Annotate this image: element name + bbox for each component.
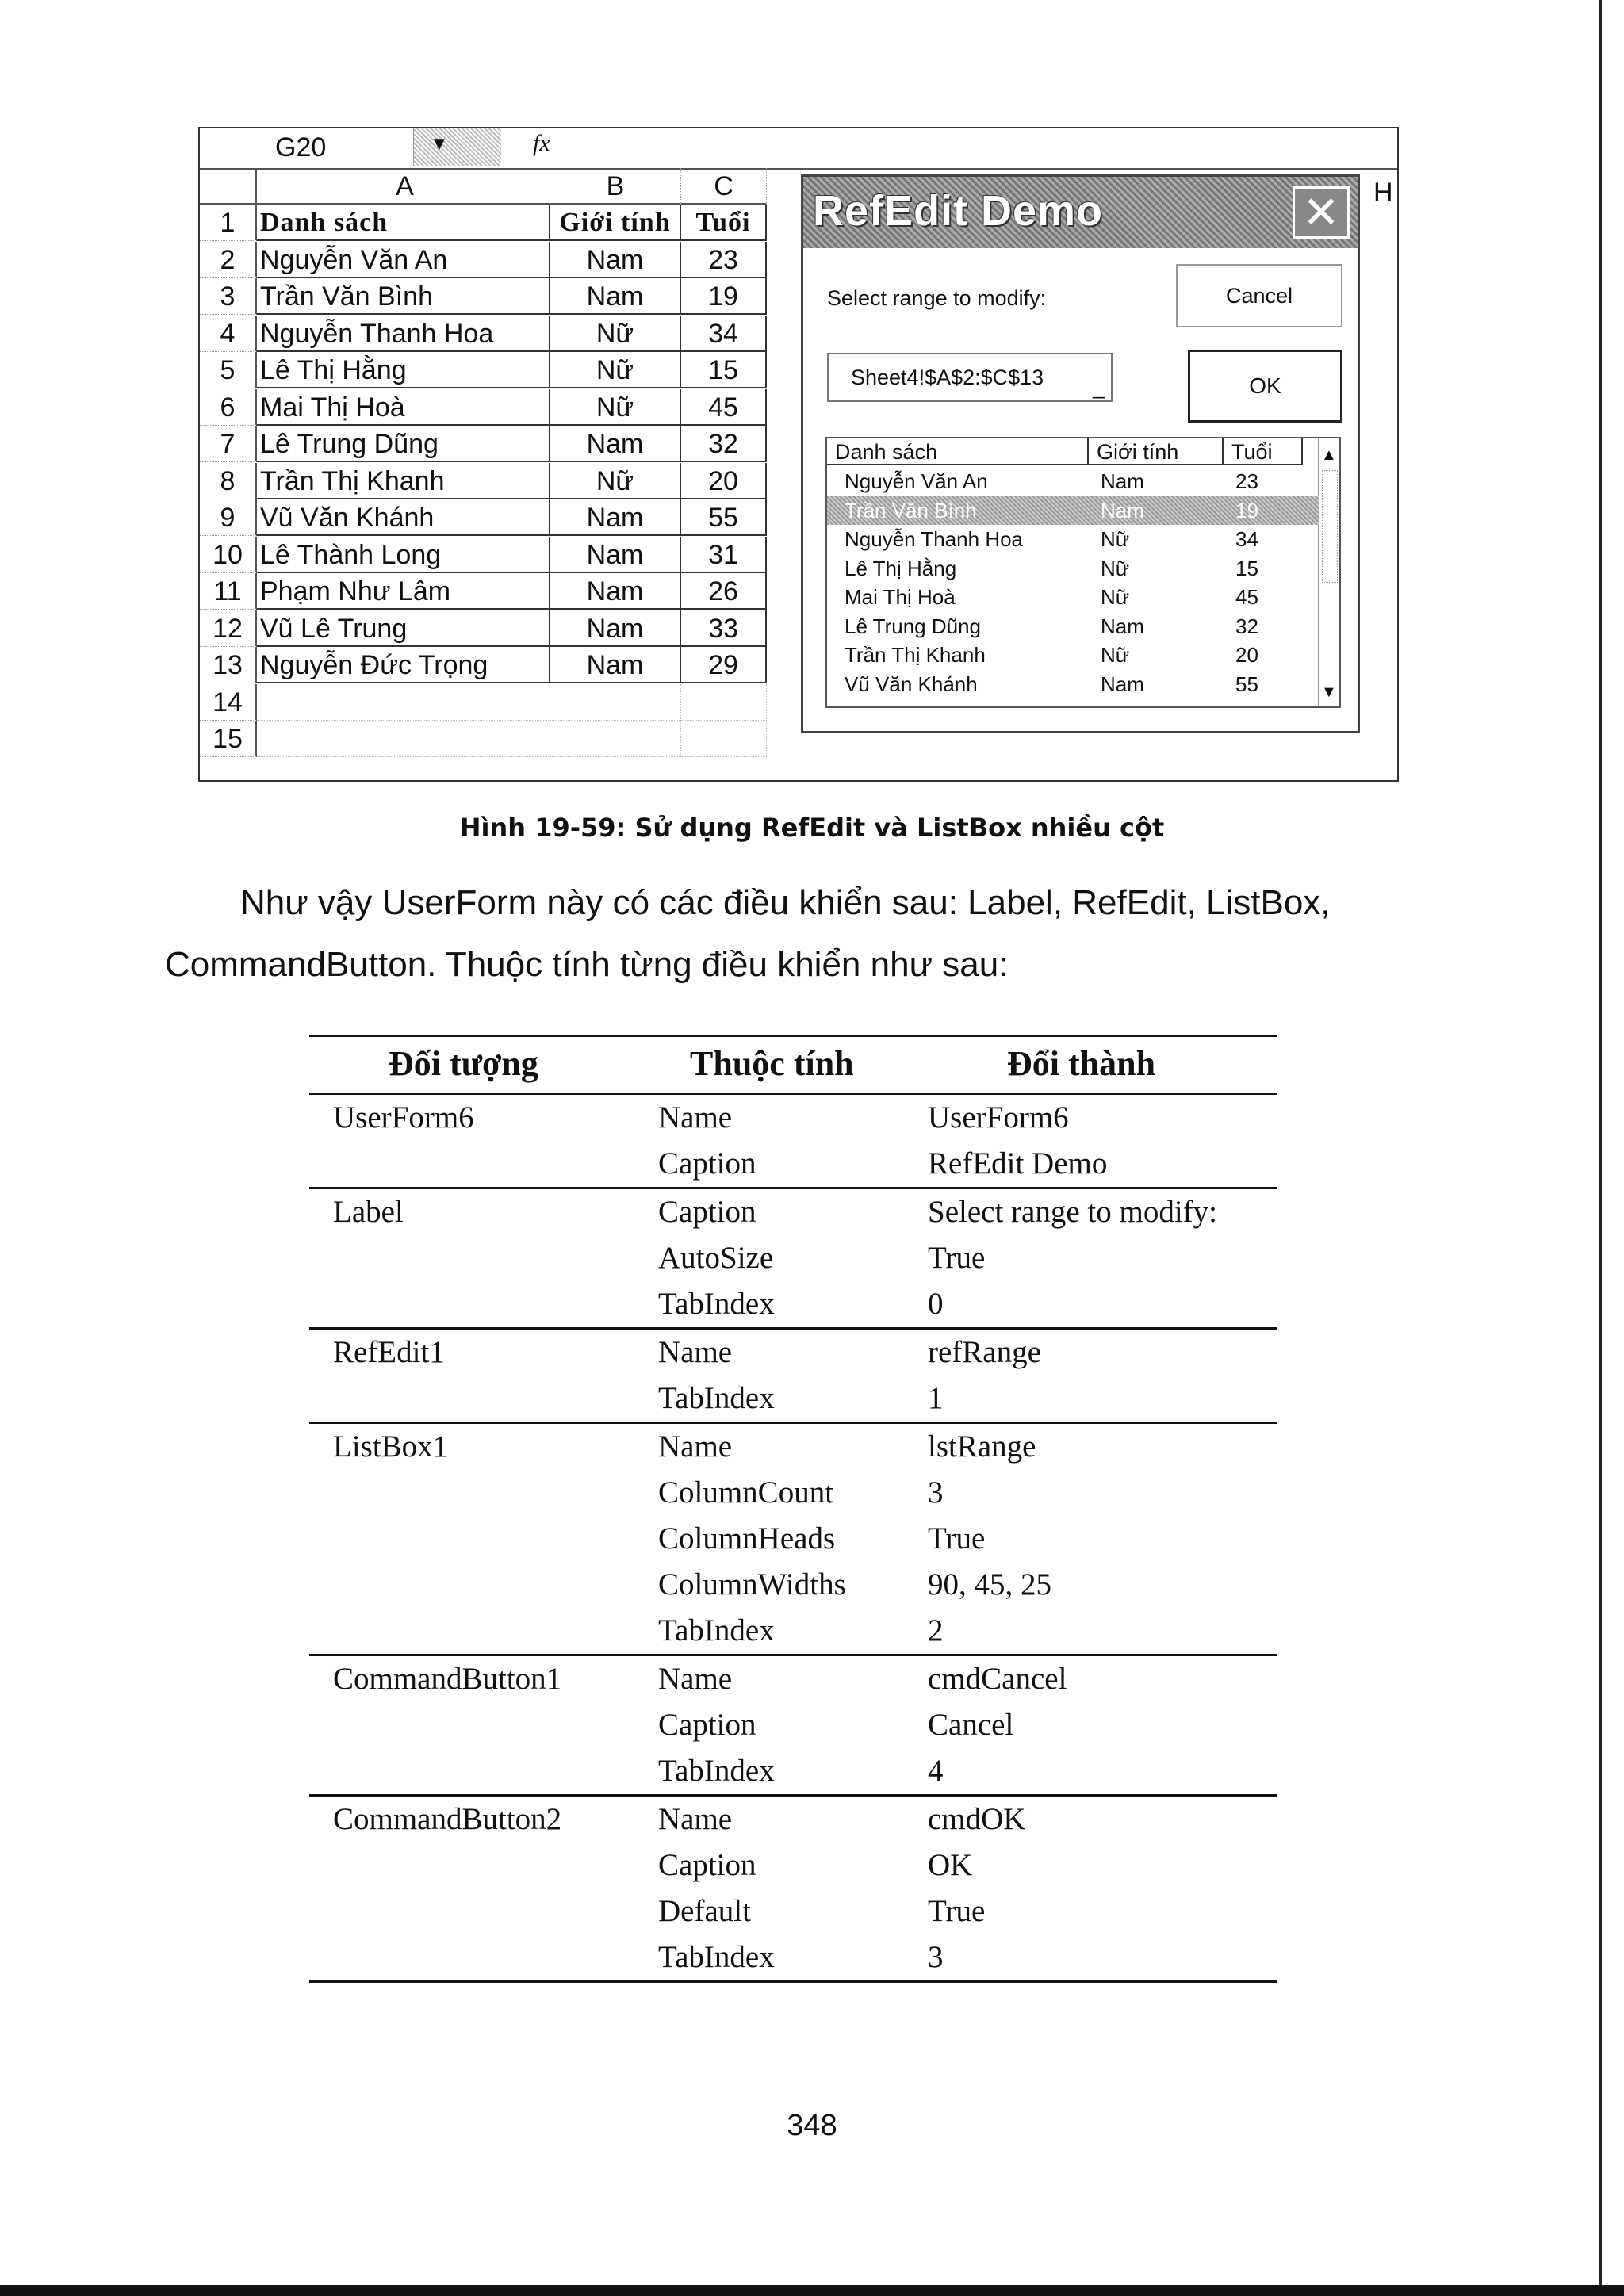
property-name: Name — [658, 1662, 733, 1696]
cell-a[interactable]: Trần Thị Khanh — [257, 463, 550, 499]
cell-b[interactable] — [550, 684, 681, 721]
cell-a[interactable]: Lê Thành Long — [257, 537, 550, 573]
property-name: Name — [658, 1802, 733, 1836]
scroll-down-icon[interactable]: ▼ — [1321, 683, 1337, 701]
dialog-titlebar[interactable] — [803, 177, 1358, 248]
name-box[interactable]: G20 — [200, 128, 414, 166]
listbox-item-age: 23 — [1235, 469, 1258, 493]
property-value: 0 — [928, 1287, 944, 1321]
listbox-item-age: 45 — [1235, 585, 1258, 609]
scroll-up-icon[interactable]: ▲ — [1321, 446, 1337, 464]
property-value: True — [928, 1241, 986, 1275]
cell-c[interactable]: 33 — [681, 610, 767, 647]
listbox-item[interactable] — [827, 496, 1319, 525]
cell-a[interactable]: Trần Văn Bình — [257, 278, 550, 315]
cell-b[interactable]: Nam — [550, 278, 681, 315]
listbox-item-gender: Nữ — [1101, 643, 1130, 667]
row-number[interactable]: 12 — [200, 610, 257, 647]
figure-caption: Hình 19-59: Sử dụng RefEdit và ListBox nhiều cột — [459, 813, 1165, 843]
excel-screenshot — [198, 127, 1399, 782]
cell-c[interactable]: 15 — [681, 352, 767, 388]
column-header-h[interactable]: H — [1373, 178, 1393, 208]
refedit-value: Sheet4!$A$2:$C$13 — [851, 365, 1044, 389]
listbox-item-gender: Nam — [1101, 498, 1144, 522]
row-number[interactable]: 6 — [200, 389, 257, 426]
listbox-item-age: 34 — [1235, 527, 1258, 551]
object-name: CommandButton2 — [333, 1802, 562, 1836]
header-new-value: Đổi thành — [1007, 1044, 1156, 1083]
cell-a[interactable]: Nguyễn Đức Trọng — [257, 647, 550, 683]
properties-table — [309, 1035, 1277, 1983]
property-value: 3 — [928, 1475, 944, 1510]
property-name: TabIndex — [658, 1287, 775, 1321]
table-row — [309, 1888, 1277, 1934]
cell-c[interactable]: 19 — [681, 278, 767, 315]
table-row — [309, 1095, 1277, 1141]
cell-c[interactable]: 55 — [681, 499, 767, 536]
listbox-item[interactable] — [827, 467, 1319, 496]
cell-c[interactable] — [681, 684, 767, 721]
table-row — [309, 1376, 1277, 1422]
header-object: Đối tượng — [389, 1044, 538, 1083]
property-name: TabIndex — [658, 1940, 775, 1974]
table-row — [309, 1562, 1277, 1608]
table-row — [309, 1281, 1277, 1327]
property-name: Name — [658, 1335, 733, 1369]
dialog-title: RefEdit Demo — [813, 187, 1104, 235]
listbox-item-age: 55 — [1235, 672, 1258, 696]
row-number[interactable]: 9 — [200, 499, 257, 536]
table-group — [309, 1189, 1277, 1330]
body-paragraph — [165, 872, 1450, 996]
cell-a[interactable]: Nguyễn Thanh Hoa — [257, 316, 550, 352]
property-value: 3 — [928, 1940, 944, 1974]
property-value: cmdCancel — [928, 1662, 1067, 1696]
cell-b[interactable]: Nam — [550, 610, 681, 647]
cell-b[interactable]: Nam — [550, 647, 681, 683]
listbox-head-name: Danh sách — [827, 438, 1089, 465]
listbox-item-name: Trần Văn Bình — [845, 498, 977, 522]
refedit-dialog — [801, 174, 1360, 733]
listbox-item-age: 32 — [1235, 614, 1258, 638]
page-number: 348 — [787, 2109, 837, 2142]
table-group — [309, 1095, 1277, 1189]
listbox-item-gender: Nữ — [1101, 527, 1130, 551]
cell-b[interactable]: Nữ — [550, 316, 681, 352]
property-name: Caption — [658, 1848, 756, 1882]
listbox-item-gender: Nữ — [1101, 556, 1130, 580]
row-number[interactable]: 14 — [200, 684, 257, 721]
table-row — [309, 1330, 1277, 1376]
cell-c[interactable] — [681, 721, 767, 757]
listbox-scrollbar[interactable] — [1318, 438, 1339, 708]
select-all-corner[interactable] — [200, 168, 257, 205]
cell-c[interactable]: 26 — [681, 573, 767, 610]
property-value: cmdOK — [928, 1802, 1026, 1836]
cell-a[interactable]: Vũ Văn Khánh — [257, 499, 550, 536]
ok-button[interactable]: OK — [1188, 350, 1342, 423]
property-name: Name — [658, 1429, 733, 1464]
listbox-item-name: Lê Thị Hằng — [845, 556, 957, 580]
table-row — [309, 1656, 1277, 1702]
cell-b[interactable]: Nữ — [550, 352, 681, 388]
row-number[interactable]: 8 — [200, 463, 257, 499]
property-value: 4 — [928, 1754, 944, 1788]
cell-a[interactable]: Mai Thị Hoà — [257, 389, 550, 426]
cell-a[interactable]: Phạm Như Lâm — [257, 573, 550, 610]
cancel-button[interactable]: Cancel — [1176, 264, 1342, 327]
table-group — [309, 1656, 1277, 1797]
cell-a[interactable]: Nguyễn Văn An — [257, 242, 550, 278]
header-property: Thuộc tính — [690, 1044, 854, 1083]
table-row — [309, 1934, 1277, 1980]
listbox-head-age: Tuổi — [1224, 438, 1303, 465]
property-value: OK — [928, 1848, 973, 1882]
listbox-item-name: Vũ Văn Khánh — [845, 672, 978, 696]
table-row — [309, 1235, 1277, 1281]
cell-a[interactable]: Lê Trung Dũng — [257, 426, 550, 462]
table-group — [309, 1424, 1277, 1656]
cell-c[interactable]: Tuổi — [681, 205, 767, 241]
select-range-label: Select range to modify: — [827, 286, 1047, 310]
table-row — [309, 1843, 1277, 1888]
cell-c[interactable]: 31 — [681, 537, 767, 573]
property-name: Caption — [658, 1195, 756, 1229]
property-value: True — [928, 1894, 986, 1928]
listbox-item-gender: Nữ — [1101, 585, 1130, 609]
cell-a[interactable] — [257, 721, 550, 757]
cell-c[interactable]: 32 — [681, 426, 767, 462]
cell-b[interactable]: Nữ — [550, 389, 681, 426]
paragraph-text: Như vậy UserForm này có các điều khiển sau: Label, RefEdit, ListBox, CommandButton. Thuộc tính từng điều khiển như sau: — [165, 883, 1331, 984]
column-header-a[interactable]: A — [257, 168, 550, 205]
table-row — [309, 1702, 1277, 1748]
column-header-b[interactable]: B — [550, 168, 681, 205]
row-number[interactable]: 15 — [200, 721, 257, 757]
cell-a[interactable] — [257, 684, 550, 721]
property-value: RefEdit Demo — [928, 1146, 1108, 1181]
fx-icon[interactable]: fx — [533, 130, 550, 156]
cell-a[interactable]: Vũ Lê Trung — [257, 610, 550, 647]
row-number[interactable]: 10 — [200, 537, 257, 573]
listbox-item[interactable] — [827, 670, 1319, 698]
property-name: Caption — [658, 1146, 756, 1181]
cell-c[interactable]: 29 — [681, 647, 767, 683]
listbox-item-gender: Nam — [1101, 614, 1144, 638]
cell-c[interactable]: 23 — [681, 242, 767, 278]
row-number[interactable]: 11 — [200, 573, 257, 610]
scroll-thumb[interactable] — [1322, 470, 1338, 583]
object-name: CommandButton1 — [333, 1662, 562, 1696]
property-value: lstRange — [928, 1429, 1036, 1464]
listbox-item[interactable] — [827, 583, 1319, 611]
property-value: 2 — [928, 1613, 944, 1647]
table-row — [309, 1608, 1277, 1654]
property-value: Select range to modify: — [928, 1195, 1217, 1229]
cell-b[interactable]: Nữ — [550, 463, 681, 499]
listbox-item-age: 20 — [1235, 643, 1258, 667]
table-row — [309, 1797, 1277, 1843]
table-row — [309, 1748, 1277, 1794]
cell-a[interactable]: Danh sách — [257, 205, 550, 241]
cell-b[interactable]: Nam — [550, 426, 681, 462]
cell-b[interactable]: Nam — [550, 242, 681, 278]
property-name: TabIndex — [658, 1754, 775, 1788]
listbox-item-name: Lê Trung Dũng — [845, 614, 982, 638]
listbox-column-heads — [827, 438, 1319, 465]
row-number[interactable]: 1 — [200, 205, 257, 241]
collapse-dialog-button[interactable]: _ — [1092, 375, 1105, 399]
listbox-item-name: Nguyễn Văn An — [845, 469, 988, 493]
table-group — [309, 1330, 1277, 1424]
listbox-item-name: Trần Thị Khanh — [845, 643, 986, 667]
property-value: 90, 45, 25 — [928, 1567, 1051, 1601]
listbox-item-age: 15 — [1235, 556, 1258, 580]
listbox-item-age: 19 — [1235, 498, 1258, 522]
cell-b[interactable]: Nam — [550, 537, 681, 573]
property-name: AutoSize — [658, 1241, 774, 1275]
property-name: TabIndex — [658, 1613, 775, 1647]
property-name: ColumnCount — [658, 1475, 834, 1510]
listbox-item-name: Mai Thị Hoà — [845, 585, 956, 609]
object-name: UserForm6 — [333, 1100, 474, 1135]
page-edge-bottom — [0, 2285, 1624, 2296]
object-name: Label — [333, 1195, 404, 1229]
property-value: 1 — [928, 1381, 944, 1415]
page-edge-right — [1599, 0, 1602, 2296]
property-value: UserForm6 — [928, 1100, 1069, 1135]
property-name: Default — [658, 1894, 751, 1928]
property-name: TabIndex — [658, 1381, 775, 1415]
listbox-item[interactable] — [827, 641, 1319, 669]
property-name: Name — [658, 1100, 733, 1135]
listbox-item-gender: Nam — [1101, 469, 1144, 493]
table-group — [309, 1797, 1277, 1983]
chevron-down-icon: ▼ — [430, 133, 449, 155]
listbox-item[interactable] — [827, 612, 1319, 641]
table-row — [309, 1189, 1277, 1235]
property-value: True — [928, 1521, 986, 1556]
row-number[interactable]: 2 — [200, 242, 257, 278]
table-row — [309, 1516, 1277, 1562]
row-number[interactable]: 3 — [200, 278, 257, 315]
cell-b[interactable]: Nam — [550, 573, 681, 610]
close-icon[interactable]: ✕ — [1293, 186, 1350, 239]
listbox-item-name: Nguyễn Thanh Hoa — [845, 527, 1024, 551]
property-name: ColumnHeads — [658, 1521, 836, 1556]
refedit-input[interactable] — [827, 353, 1113, 402]
property-name: Caption — [658, 1708, 756, 1742]
cell-a[interactable]: Lê Thị Hằng — [257, 352, 550, 388]
listbox-item[interactable] — [827, 554, 1319, 583]
table-row — [309, 1141, 1277, 1187]
property-value: Cancel — [928, 1708, 1014, 1742]
object-name: RefEdit1 — [333, 1335, 445, 1369]
property-value: refRange — [928, 1335, 1041, 1369]
cell-c[interactable]: 20 — [681, 463, 767, 499]
row-number[interactable]: 4 — [200, 316, 257, 352]
name-box-dropdown[interactable] — [414, 128, 501, 166]
cell-c[interactable]: 34 — [681, 316, 767, 352]
cell-c[interactable]: 45 — [681, 389, 767, 426]
table-row — [309, 1470, 1277, 1516]
formula-bar — [200, 128, 1397, 170]
column-header-c[interactable]: C — [681, 168, 767, 205]
listbox-head-gender: Giới tính — [1089, 438, 1224, 465]
listbox-item-gender: Nam — [1101, 672, 1144, 696]
cell-b[interactable]: Nam — [550, 499, 681, 536]
cell-b[interactable] — [550, 721, 681, 757]
object-name: ListBox1 — [333, 1429, 449, 1464]
table-header — [309, 1035, 1277, 1095]
range-listbox[interactable] — [825, 437, 1341, 708]
cell-b[interactable]: Giới tính — [550, 205, 681, 241]
row-number[interactable]: 5 — [200, 352, 257, 388]
row-number[interactable]: 13 — [200, 647, 257, 683]
property-name: ColumnWidths — [658, 1567, 846, 1601]
row-number[interactable]: 7 — [200, 426, 257, 462]
listbox-item[interactable] — [827, 525, 1319, 553]
table-row — [309, 1424, 1277, 1470]
